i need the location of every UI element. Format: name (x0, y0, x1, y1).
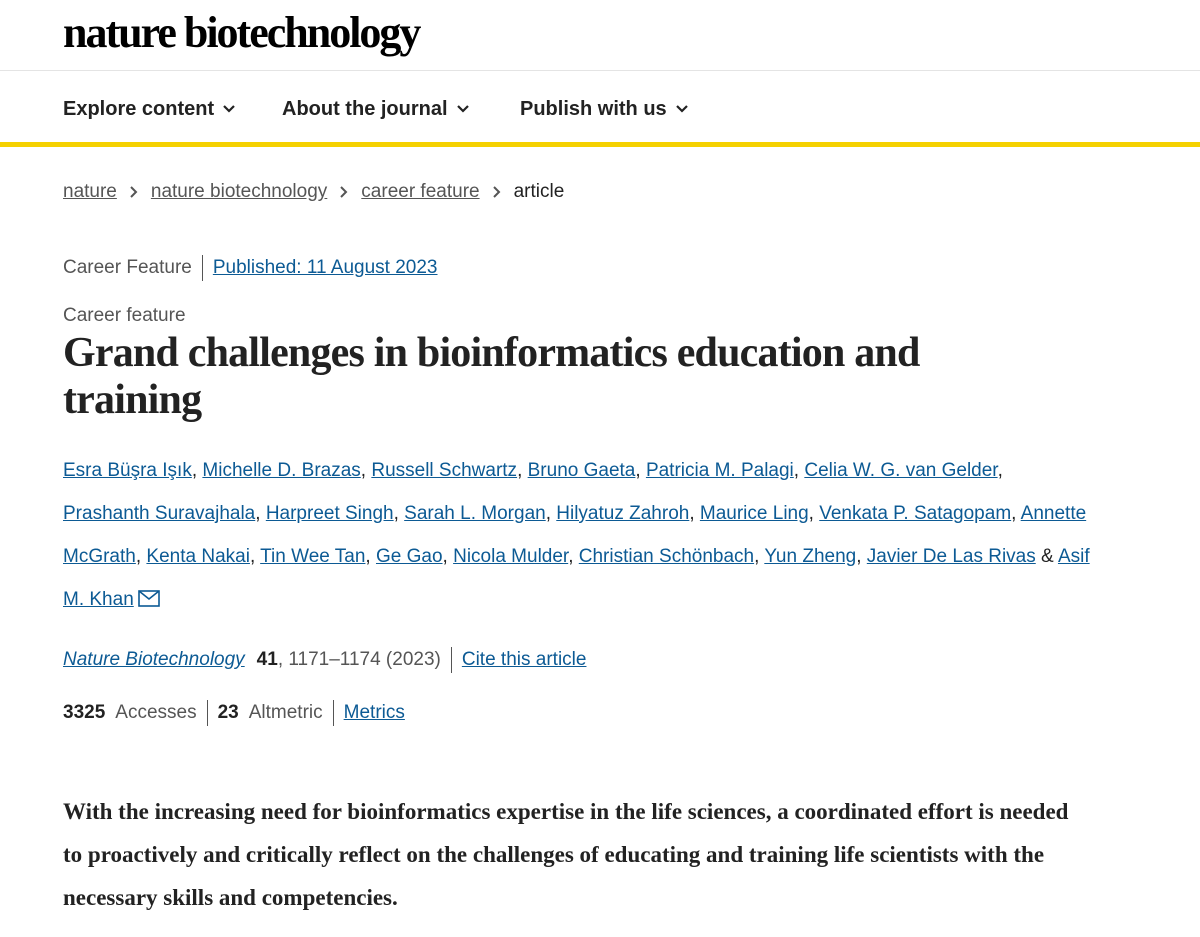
breadcrumb-current: article (513, 181, 565, 202)
author-link[interactable]: Javier De Las Rivas (866, 546, 1036, 567)
chevron-right-icon (492, 185, 502, 199)
author-link[interactable]: Esra Büşra Işık (63, 460, 192, 481)
author-conjunction: & (1041, 546, 1054, 567)
author-link[interactable]: Nicola Mulder (453, 546, 569, 567)
author-link[interactable]: Sarah L. Morgan (404, 503, 546, 524)
breadcrumb-nature-biotechnology[interactable]: nature biotechnology (150, 181, 328, 202)
author-link[interactable]: Hilyatuz Zahroh (556, 503, 690, 524)
metrics-link[interactable]: Metrics (343, 702, 405, 723)
author-link[interactable]: Celia W. G. van Gelder (804, 460, 998, 481)
author-link[interactable]: Prashanth Suravajhala (63, 503, 256, 524)
author-link[interactable]: Bruno Gaeta (527, 460, 636, 481)
article-type: Career Feature (63, 257, 192, 278)
mail-icon[interactable] (138, 590, 160, 607)
journal-logo[interactable]: nature biotechnology (63, 8, 420, 57)
metrics-line (63, 700, 405, 726)
nav-item-label: Explore content (63, 98, 215, 120)
cite-article-link[interactable]: Cite this article (461, 649, 587, 670)
author-link[interactable]: Patricia M. Palagi (645, 460, 794, 481)
altmetric-count: 23 (217, 702, 239, 723)
chevron-down-icon (456, 104, 470, 114)
chevron-right-icon (129, 185, 139, 199)
divider (333, 700, 334, 726)
chevron-down-icon (222, 104, 236, 114)
journal-volume: 41 (256, 649, 278, 670)
author-link[interactable]: Asif M. Khan (63, 546, 1090, 610)
chevron-down-icon (675, 104, 689, 114)
altmetric-label: Altmetric (248, 702, 323, 723)
nav-about-journal[interactable] (282, 97, 470, 121)
breadcrumb (63, 180, 564, 204)
accesses-count: 3325 (63, 702, 106, 723)
nav-item-label: Publish with us (520, 98, 667, 120)
article-meta (63, 255, 438, 281)
published-date[interactable]: Published: 11 August 2023 (212, 257, 438, 278)
nav-item-label: About the journal (282, 98, 448, 120)
author-link[interactable]: Ge Gao (375, 546, 443, 567)
nav-explore-content[interactable] (63, 97, 236, 121)
journal-pages: , 1171–1174 (2023) (277, 649, 441, 670)
divider (207, 700, 208, 726)
article-abstract: With the increasing need for bioinformatics expertise in the life sciences, a coordinated effort is needed to proactively and critically reflect on the challenges of educating and training life scientists with the necessary skills and competencies. (63, 799, 1069, 910)
breadcrumb-nature[interactable]: nature (63, 181, 117, 202)
breadcrumb-career-feature[interactable]: career feature (361, 181, 480, 202)
author-link[interactable]: Christian Schönbach (578, 546, 755, 567)
divider (202, 255, 203, 281)
author-link[interactable]: Tin Wee Tan (260, 546, 366, 567)
author-link[interactable]: Harpreet Singh (265, 503, 394, 524)
nav-publish-with-us[interactable] (520, 97, 689, 121)
author-list: Esra Büşra Işık, Michelle D. Brazas, Russell Schwartz, Bruno Gaeta, Patricia M. Palagi, Celia W. G. van Gelder, Prashanth Suravajhala, Harpreet Singh, Sarah L. Morgan, Hilyatuz Zahroh, Maurice Ling, Venkata P. Satagopam, Annette McGrath, Kenta Nakai, Tin Wee Tan, Ge Gao, Nicola Mulder, Christian Schönbach, Yun Zheng, Javier De Las Rivas & Asif M. Khan (63, 460, 1090, 610)
main-nav (0, 71, 1200, 147)
citation-line (63, 647, 586, 673)
article-kicker: Career feature (63, 305, 186, 326)
author-link[interactable]: Annette McGrath (63, 503, 1087, 567)
author-link[interactable]: Kenta Nakai (146, 546, 250, 567)
accesses-label: Accesses (115, 702, 197, 723)
author-link[interactable]: Michelle D. Brazas (202, 460, 361, 481)
author-link[interactable]: Venkata P. Satagopam (819, 503, 1012, 524)
journal-name[interactable]: Nature Biotechnology (63, 649, 245, 670)
divider (451, 647, 452, 673)
masthead (0, 0, 1200, 71)
author-link[interactable]: Maurice Ling (699, 503, 809, 524)
article-title: Grand challenges in bioinformatics education and training (63, 330, 920, 423)
chevron-right-icon (339, 185, 349, 199)
author-link[interactable]: Russell Schwartz (371, 460, 518, 481)
author-link[interactable]: Yun Zheng (764, 546, 857, 567)
